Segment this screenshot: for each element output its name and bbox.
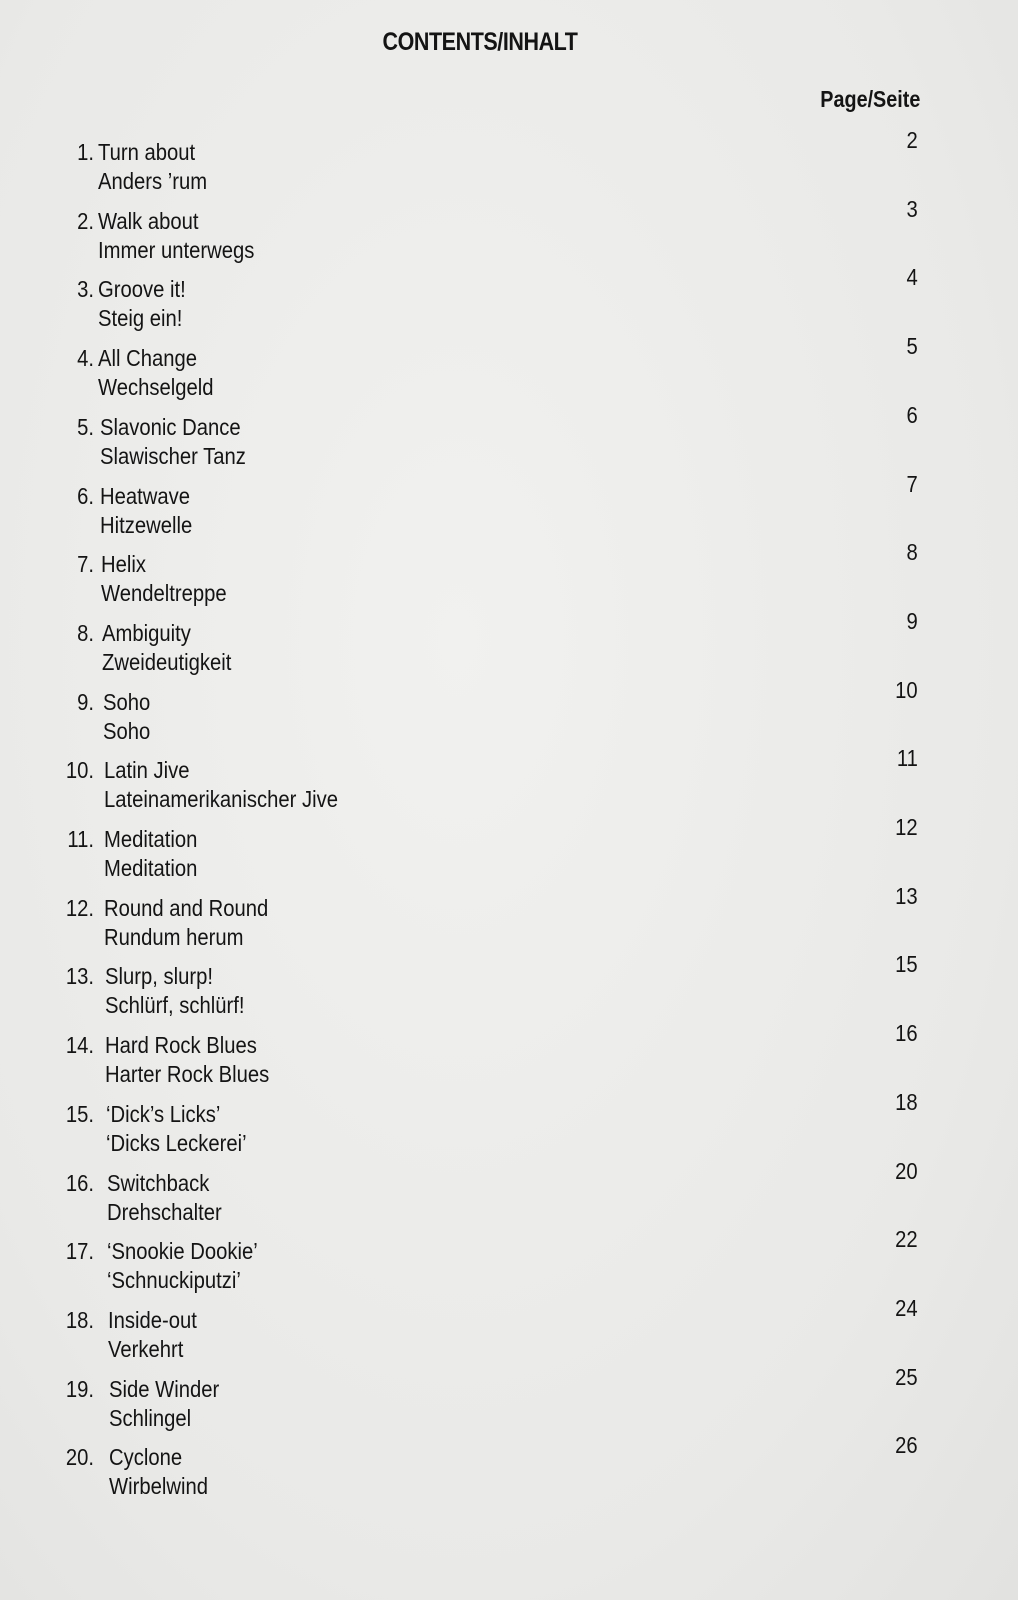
toc-entry bbox=[58, 127, 918, 202]
entry-title-german: Harter Rock Blues bbox=[105, 1061, 270, 1087]
entry-title-english: Side Winder bbox=[109, 1376, 220, 1402]
toc-entry bbox=[58, 1020, 918, 1095]
entry-title-german: Lateinamerikanischer Jive bbox=[104, 786, 338, 812]
entry-title-german: Wirbelwind bbox=[109, 1473, 208, 1499]
entry-title-german: Schlürf, schlürf! bbox=[105, 992, 245, 1018]
toc-entry bbox=[58, 814, 918, 889]
entry-title-german: Hitzewelle bbox=[100, 512, 193, 538]
entry-title-english: Meditation bbox=[104, 826, 198, 852]
entry-title-german: Verkehrt bbox=[108, 1336, 184, 1362]
toc-entry bbox=[58, 608, 918, 683]
entry-page-number: 26 bbox=[895, 1432, 918, 1458]
entry-number: 13. bbox=[65, 963, 94, 989]
entry-title-german: Zweideutigkeit bbox=[102, 649, 232, 675]
entry-number: 16. bbox=[65, 1170, 94, 1196]
entry-page-number: 8 bbox=[906, 539, 918, 565]
entry-page-number: 15 bbox=[895, 951, 918, 977]
toc-entry bbox=[58, 1158, 918, 1233]
entry-title-english: Slavonic Dance bbox=[100, 414, 241, 440]
entry-number: 1. bbox=[77, 139, 94, 165]
entry-title-english: Slurp, slurp! bbox=[105, 963, 213, 989]
entry-page-number: 13 bbox=[895, 883, 918, 909]
entry-number: 2. bbox=[77, 208, 94, 234]
entry-title-german: Steig ein! bbox=[98, 305, 183, 331]
entry-page-number: 18 bbox=[895, 1089, 918, 1115]
entry-title-english: Turn about bbox=[98, 139, 196, 165]
entry-title-german: Rundum herum bbox=[104, 924, 244, 950]
entry-title-english: Switchback bbox=[107, 1170, 210, 1196]
entry-page-number: 3 bbox=[906, 196, 918, 222]
entry-title-english: Groove it! bbox=[98, 276, 186, 302]
toc-entry bbox=[58, 1295, 918, 1370]
entry-page-number: 20 bbox=[895, 1158, 918, 1184]
entry-page-number: 11 bbox=[896, 745, 918, 771]
entry-number: 8. bbox=[77, 620, 94, 646]
entry-number: 6. bbox=[77, 483, 94, 509]
entry-page-number: 24 bbox=[895, 1295, 918, 1321]
toc-entry bbox=[58, 883, 918, 958]
toc-entry bbox=[58, 196, 918, 271]
entry-page-number: 22 bbox=[895, 1226, 918, 1252]
entry-title-english: Cyclone bbox=[109, 1444, 183, 1470]
entry-page-number: 5 bbox=[906, 333, 918, 359]
entry-title-english: Inside-out bbox=[108, 1307, 197, 1333]
entry-title-english: All Change bbox=[98, 345, 198, 371]
entry-number: 11. bbox=[67, 826, 94, 852]
entry-title-german: ‘Dicks Leckerei’ bbox=[106, 1130, 247, 1156]
entry-title-german: Wendeltreppe bbox=[101, 580, 227, 606]
entry-number: 15. bbox=[65, 1101, 94, 1127]
toc-entry bbox=[58, 539, 918, 614]
entry-title-english: Walk about bbox=[98, 208, 199, 234]
entry-page-number: 6 bbox=[906, 402, 918, 428]
entry-title-german: Immer unterwegs bbox=[98, 237, 255, 263]
entry-title-german: Anders ’rum bbox=[98, 168, 208, 194]
entry-number: 12. bbox=[65, 895, 94, 921]
entry-number: 4. bbox=[77, 345, 94, 371]
entry-title-english: Round and Round bbox=[104, 895, 269, 921]
entry-number: 18. bbox=[65, 1307, 94, 1333]
entry-title-german: Meditation bbox=[104, 855, 198, 881]
entry-page-number: 25 bbox=[895, 1364, 918, 1390]
entry-title-english: Latin Jive bbox=[104, 757, 190, 783]
entry-number: 19. bbox=[65, 1376, 94, 1402]
entry-number: 10. bbox=[65, 757, 94, 783]
toc-entry bbox=[58, 1089, 918, 1164]
entry-page-number: 4 bbox=[906, 264, 918, 290]
entry-page-number: 7 bbox=[906, 471, 918, 497]
entry-page-number: 12 bbox=[895, 814, 918, 840]
entry-title-german: Drehschalter bbox=[107, 1199, 222, 1225]
entry-title-german: Schlingel bbox=[109, 1405, 192, 1431]
entry-title-english: Helix bbox=[101, 551, 146, 577]
entry-number: 20. bbox=[65, 1444, 94, 1470]
entry-title-german: Wechselgeld bbox=[98, 374, 214, 400]
entry-number: 17. bbox=[65, 1238, 94, 1264]
entry-title-english: Heatwave bbox=[100, 483, 191, 509]
entry-title-english: ‘Snookie Dookie’ bbox=[107, 1238, 258, 1264]
toc-entry bbox=[58, 1226, 918, 1301]
entry-number: 9. bbox=[77, 689, 94, 715]
entry-title-english: ‘Dick’s Licks’ bbox=[106, 1101, 221, 1127]
toc-entry bbox=[58, 333, 918, 408]
page-column-header: Page/Seite bbox=[819, 86, 920, 112]
entry-title-german: ‘Schnuckiputzi’ bbox=[107, 1267, 241, 1293]
entry-number: 5. bbox=[77, 414, 94, 440]
entry-page-number: 10 bbox=[895, 677, 918, 703]
toc-entry bbox=[58, 1364, 918, 1439]
entry-page-number: 9 bbox=[906, 608, 918, 634]
entry-title-english: Ambiguity bbox=[102, 620, 191, 646]
entry-title-german: Soho bbox=[103, 718, 151, 744]
toc-entry bbox=[58, 471, 918, 546]
entry-number: 14. bbox=[65, 1032, 94, 1058]
entry-page-number: 2 bbox=[906, 127, 918, 153]
entry-number: 7. bbox=[77, 551, 94, 577]
entry-title-english: Hard Rock Blues bbox=[105, 1032, 257, 1058]
entry-title-english: Soho bbox=[103, 689, 151, 715]
page-title: CONTENTS/INHALT bbox=[382, 28, 578, 56]
toc-entry bbox=[58, 402, 918, 477]
toc-entry bbox=[58, 677, 918, 752]
toc-entry bbox=[58, 1432, 918, 1507]
entry-title-german: Slawischer Tanz bbox=[100, 443, 246, 469]
entry-page-number: 16 bbox=[895, 1020, 918, 1046]
entry-number: 3. bbox=[77, 276, 94, 302]
toc-entry bbox=[58, 264, 918, 339]
toc-entry bbox=[58, 951, 918, 1026]
toc-entry bbox=[58, 745, 918, 820]
